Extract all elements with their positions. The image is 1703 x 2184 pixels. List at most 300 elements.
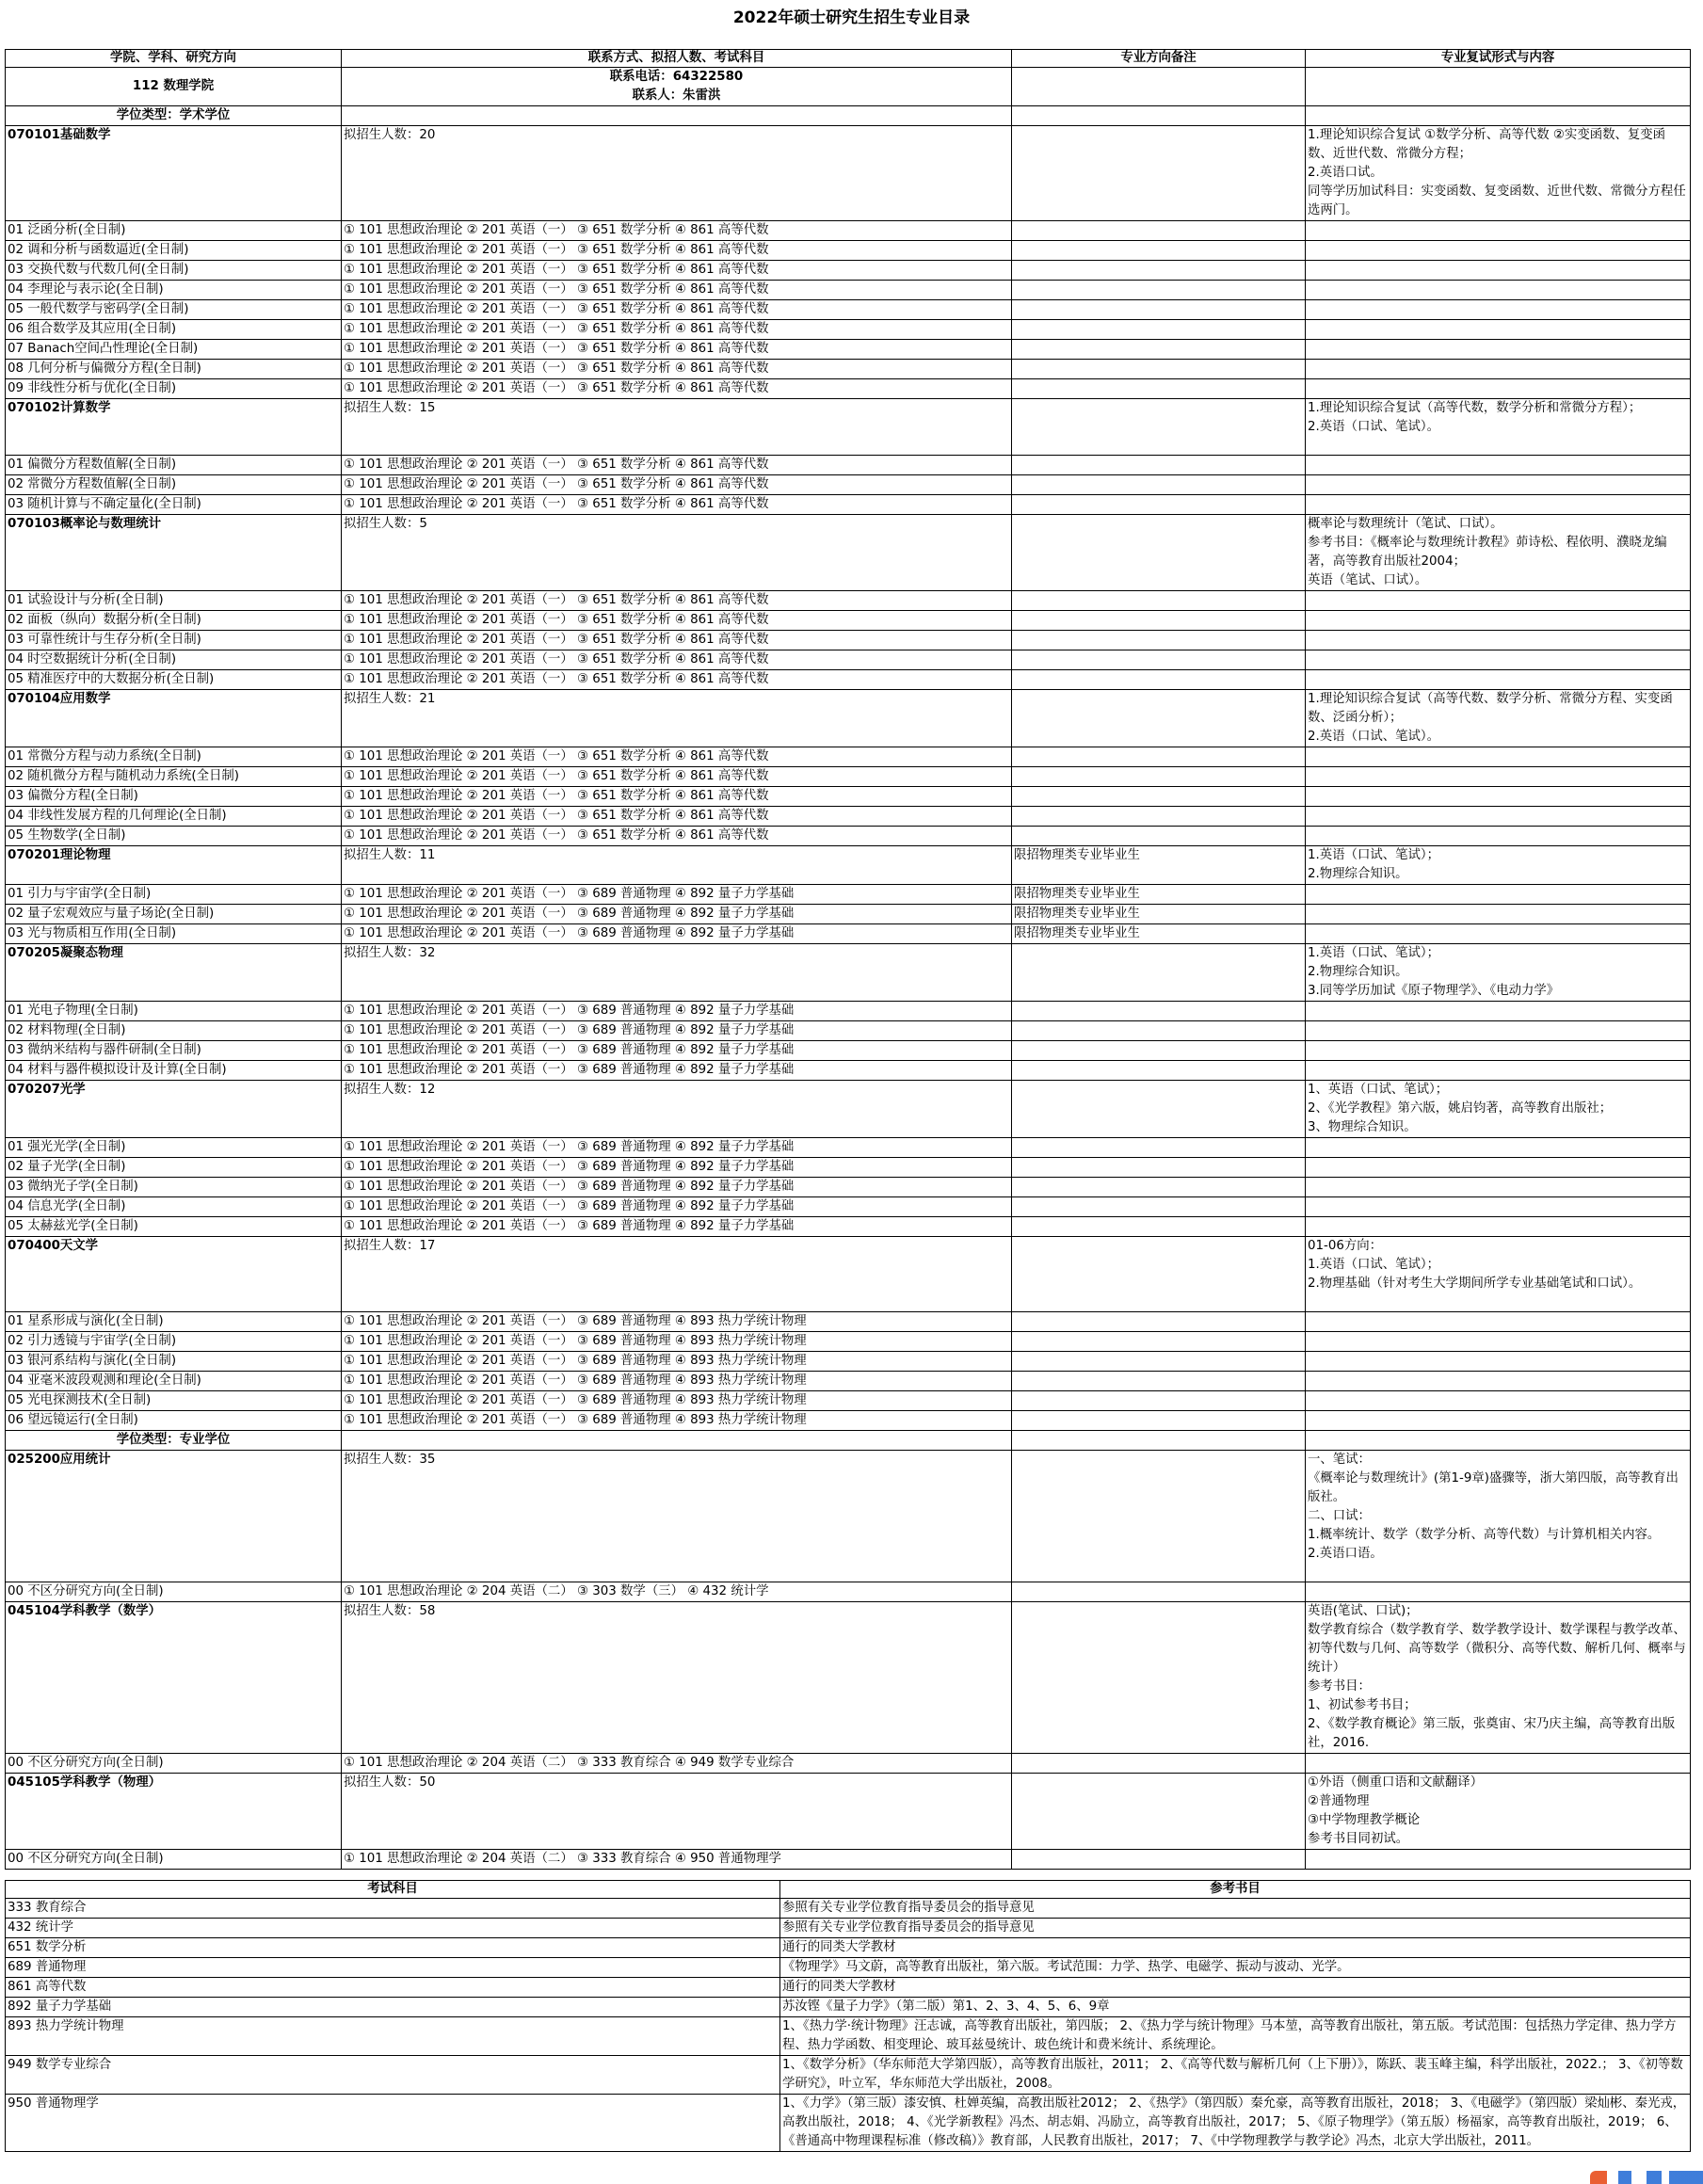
direction-row	[6, 1021, 1691, 1041]
major-name: 025200应用统计	[6, 1451, 342, 1582]
empty-cell	[1306, 221, 1691, 241]
empty-cell	[1306, 360, 1691, 379]
direction-note	[1012, 1352, 1306, 1372]
empty-cell	[1306, 340, 1691, 360]
direction-note	[1012, 1850, 1306, 1870]
retest-content	[1306, 126, 1691, 221]
empty-cell	[1306, 885, 1691, 905]
retest-line: 1.理论知识综合复试（高等代数，数学分析和常微分方程）；	[1308, 401, 1642, 415]
direction-row	[6, 475, 1691, 495]
enrollment-count: 拟招生人数：58	[342, 1602, 1012, 1754]
direction-name: 09 非线性分析与优化(全日制)	[6, 379, 342, 399]
enrollment-count: 拟招生人数：21	[342, 690, 1012, 747]
college-contact-cell	[342, 68, 1012, 106]
exam-subjects: ① 101 思想政治理论 ② 201 英语（一） ③ 651 数学分析 ④ 861 高等代数	[342, 360, 1012, 379]
empty-cell	[1306, 1217, 1691, 1237]
enrollment-count: 拟招生人数：35	[342, 1451, 1012, 1582]
exam-subjects: ① 101 思想政治理论 ② 201 英语（一） ③ 689 普通物理 ④ 892 量子力学基础	[342, 1217, 1012, 1237]
exam-subjects: ① 101 思想政治理论 ② 201 英语（一） ③ 689 普通物理 ④ 893 热力学统计物理	[342, 1391, 1012, 1411]
reference-row	[6, 1938, 1691, 1958]
retest-line: 2.物理综合知识。	[1308, 965, 1408, 979]
direction-name: 01 试验设计与分析(全日制)	[6, 591, 342, 611]
exam-subjects: ① 101 思想政治理论 ② 201 英语（一） ③ 689 普通物理 ④ 893 热力学统计物理	[342, 1332, 1012, 1352]
major-note	[1012, 1081, 1306, 1138]
direction-row	[6, 631, 1691, 650]
direction-row	[6, 1217, 1691, 1237]
direction-note	[1012, 1197, 1306, 1217]
exam-subjects: ① 101 思想政治理论 ② 201 英语（一） ③ 689 普通物理 ④ 892 量子力学基础	[342, 1197, 1012, 1217]
retest-line: 2.物理综合知识。	[1308, 867, 1408, 881]
exam-subjects: ① 101 思想政治理论 ② 201 英语（一） ③ 689 普通物理 ④ 892 量子力学基础	[342, 1002, 1012, 1021]
direction-note	[1012, 281, 1306, 300]
empty-cell	[1306, 1850, 1691, 1870]
enrollment-count: 拟招生人数：20	[342, 126, 1012, 221]
major-note	[1012, 126, 1306, 221]
direction-name: 08 几何分析与偏微分方程(全日制)	[6, 360, 342, 379]
exam-subjects: ① 101 思想政治理论 ② 201 英语（一） ③ 651 数学分析 ④ 861 高等代数	[342, 650, 1012, 670]
retest-line: 英语(笔试、口试)；	[1308, 1604, 1419, 1618]
exam-subjects: ① 101 思想政治理论 ② 201 英语（一） ③ 651 数学分析 ④ 861 高等代数	[342, 340, 1012, 360]
reference-table	[5, 1880, 1691, 2152]
reference-subject: 651 数学分析	[6, 1938, 780, 1958]
empty-cell	[1306, 1352, 1691, 1372]
empty-cell	[1306, 1002, 1691, 1021]
direction-note	[1012, 1332, 1306, 1352]
empty-cell	[1306, 68, 1691, 106]
direction-note	[1012, 1138, 1306, 1158]
reference-row	[6, 1899, 1691, 1919]
exam-subjects: ① 101 思想政治理论 ② 201 英语（一） ③ 651 数学分析 ④ 861 高等代数	[342, 827, 1012, 846]
direction-note	[1012, 360, 1306, 379]
major-name: 070400天文学	[6, 1237, 342, 1312]
empty-cell	[1306, 905, 1691, 924]
retest-line: 1.理论知识综合复试（高等代数、数学分析、常微分方程、实变函数、泛函分析）；	[1308, 692, 1673, 725]
direction-row	[6, 650, 1691, 670]
exam-subjects: ① 101 思想政治理论 ② 201 英语（一） ③ 651 数学分析 ④ 861 高等代数	[342, 670, 1012, 690]
catalog-table	[5, 49, 1691, 1870]
retest-line: 数学教育综合（数学教育学、数学教学设计、数学课程与教学改革、初等代数与几何、高等数学（微积分、高等代数、解析几何、概率与统计）	[1308, 1623, 1686, 1675]
direction-note	[1012, 300, 1306, 320]
major-name: 070201理论物理	[6, 846, 342, 885]
direction-name: 03 可靠性统计与生存分析(全日制)	[6, 631, 342, 650]
direction-name: 02 调和分析与函数逼近(全日制)	[6, 241, 342, 261]
major-row	[6, 1602, 1691, 1754]
exam-subjects: ① 101 思想政治理论 ② 201 英语（一） ③ 689 普通物理 ④ 892 量子力学基础	[342, 1021, 1012, 1041]
direction-row	[6, 340, 1691, 360]
exam-subjects: ① 101 思想政治理论 ② 201 英语（一） ③ 651 数学分析 ④ 861 高等代数	[342, 221, 1012, 241]
empty-cell	[1306, 1158, 1691, 1178]
major-note	[1012, 1451, 1306, 1582]
retest-line: 概率论与数理统计（笔试、口试）。	[1308, 517, 1503, 531]
exam-subjects: ① 101 思想政治理论 ② 201 英语（一） ③ 651 数学分析 ④ 861 高等代数	[342, 379, 1012, 399]
reference-books: 参照有关专业学位教育指导委员会的指导意见	[780, 1899, 1691, 1919]
direction-row	[6, 1138, 1691, 1158]
exam-subjects: ① 101 思想政治理论 ② 201 英语（一） ③ 689 普通物理 ④ 893 热力学统计物理	[342, 1372, 1012, 1391]
empty-cell	[1306, 670, 1691, 690]
degree-type-row	[6, 1431, 1691, 1451]
enrollment-count: 拟招生人数：50	[342, 1774, 1012, 1850]
reference-row	[6, 2056, 1691, 2095]
retest-line: 参考书目：《概率论与数理统计教程》茆诗松、程依明、濮晓龙编著，高等教育出版社2004；	[1308, 536, 1667, 569]
direction-note	[1012, 475, 1306, 495]
empty-cell	[1306, 495, 1691, 515]
direction-note	[1012, 631, 1306, 650]
direction-row	[6, 591, 1691, 611]
exam-subjects: ① 101 思想政治理论 ② 201 英语（一） ③ 651 数学分析 ④ 861 高等代数	[342, 241, 1012, 261]
retest-line: ②普通物理	[1308, 1794, 1370, 1808]
exam-subjects: ① 101 思想政治理论 ② 204 英语（二） ③ 303 数学（三） ④ 432 统计学	[342, 1582, 1012, 1602]
direction-note	[1012, 320, 1306, 340]
direction-name: 03 随机计算与不确定量化(全日制)	[6, 495, 342, 515]
exam-subjects: ① 101 思想政治理论 ② 201 英语（一） ③ 689 普通物理 ④ 892 量子力学基础	[342, 1041, 1012, 1061]
college-contact: 联系人：朱雷洪	[632, 88, 721, 103]
degree-type-row	[6, 106, 1691, 126]
direction-note	[1012, 1061, 1306, 1081]
empty-cell	[1306, 1061, 1691, 1081]
direction-row	[6, 221, 1691, 241]
enrollment-count: 拟招生人数：32	[342, 944, 1012, 1002]
exam-subjects: ① 101 思想政治理论 ② 204 英语（二） ③ 333 教育综合 ④ 949 数学专业综合	[342, 1754, 1012, 1774]
direction-note	[1012, 1021, 1306, 1041]
direction-note	[1012, 827, 1306, 846]
retest-line: ①外语（侧重口语和文献翻译）	[1308, 1775, 1484, 1790]
retest-line: 3.同等学历加试《原子物理学》、《电动力学》	[1308, 984, 1560, 998]
reference-subject: 893 热力学统计物理	[6, 2017, 780, 2056]
direction-row	[6, 300, 1691, 320]
empty-cell	[1306, 787, 1691, 807]
direction-name: 06 望远镜运行(全日制)	[6, 1411, 342, 1431]
reference-row	[6, 1958, 1691, 1978]
major-note	[1012, 1774, 1306, 1850]
reference-books: 苏汝铿《量子力学》（第二版）第1、2、3、4、5、6、9章	[780, 1998, 1691, 2017]
major-note	[1012, 1602, 1306, 1754]
major-row	[6, 399, 1691, 456]
empty-cell	[1306, 300, 1691, 320]
direction-name: 03 交换代数与代数几何(全日制)	[6, 261, 342, 281]
empty-cell	[342, 1431, 1012, 1451]
degree-type-label: 学位类型：学术学位	[6, 106, 342, 126]
direction-name: 05 精准医疗中的大数据分析(全日制)	[6, 670, 342, 690]
exam-subjects: ① 101 思想政治理论 ② 201 英语（一） ③ 651 数学分析 ④ 861 高等代数	[342, 807, 1012, 827]
retest-line: 2、《数学教育概论》第三版，张奠宙、宋乃庆主编，高等教育出版社，2016.	[1308, 1717, 1676, 1750]
direction-row	[6, 1754, 1691, 1774]
ref-header-row	[6, 1881, 1691, 1899]
retest-line: ③中学物理教学概论	[1308, 1813, 1421, 1827]
direction-note: 限招物理类专业毕业生	[1012, 905, 1306, 924]
direction-note	[1012, 1411, 1306, 1431]
retest-line: 2.英语口语。	[1308, 1547, 1383, 1561]
retest-line: 2.英语口试。	[1308, 166, 1383, 180]
direction-name: 04 非线性发展方程的几何理论(全日制)	[6, 807, 342, 827]
exam-subjects: ① 101 思想政治理论 ② 201 英语（一） ③ 651 数学分析 ④ 861 高等代数	[342, 631, 1012, 650]
empty-cell	[1306, 1138, 1691, 1158]
major-row	[6, 944, 1691, 1002]
major-name: 070104应用数学	[6, 690, 342, 747]
major-row	[6, 515, 1691, 591]
direction-name: 02 面板（纵向）数据分析(全日制)	[6, 611, 342, 631]
reference-subject: 689 普通物理	[6, 1958, 780, 1978]
direction-note	[1012, 1178, 1306, 1197]
retest-line: 参考书目：	[1308, 1679, 1371, 1694]
direction-row	[6, 495, 1691, 515]
empty-cell	[1306, 767, 1691, 787]
reference-books: 参照有关专业学位教育指导委员会的指导意见	[780, 1919, 1691, 1938]
header-cell: 专业复试形式与内容	[1306, 50, 1691, 68]
reference-books: 1、《数学分析》（华东师范大学第四版），高等教育出版社，2011； 2、《高等代数与解析几何（上下册）》，陈跃、裴玉峰主编，科学出版社，2022.； 3、《初等数学研究》，叶立军，华东师范大学出版社，2008。	[780, 2056, 1691, 2095]
direction-name: 06 组合数学及其应用(全日制)	[6, 320, 342, 340]
empty-cell	[1306, 1754, 1691, 1774]
empty-cell	[1306, 456, 1691, 475]
degree-type-label: 学位类型：专业学位	[6, 1431, 342, 1451]
exam-subjects: ① 101 思想政治理论 ② 201 英语（一） ③ 689 普通物理 ④ 892 量子力学基础	[342, 885, 1012, 905]
exam-subjects: ① 101 思想政治理论 ② 201 英语（一） ③ 689 普通物理 ④ 892 量子力学基础	[342, 1178, 1012, 1197]
exam-subjects: ① 101 思想政治理论 ② 201 英语（一） ③ 651 数学分析 ④ 861 高等代数	[342, 281, 1012, 300]
retest-line: 《概率论与数理统计》(第1-9章)盛骤等，浙大第四版，高等教育出版社。	[1308, 1471, 1679, 1504]
empty-cell	[1306, 924, 1691, 944]
retest-line: 1、英语（口试、笔试）；	[1308, 1083, 1449, 1097]
direction-row	[6, 1850, 1691, 1870]
direction-row	[6, 1002, 1691, 1021]
direction-row	[6, 1352, 1691, 1372]
direction-name: 04 时空数据统计分析(全日制)	[6, 650, 342, 670]
direction-name: 02 常微分方程数值解(全日制)	[6, 475, 342, 495]
exam-subjects: ① 101 思想政治理论 ② 201 英语（一） ③ 651 数学分析 ④ 861 高等代数	[342, 767, 1012, 787]
retest-content	[1306, 944, 1691, 1002]
direction-note: 限招物理类专业毕业生	[1012, 924, 1306, 944]
direction-row	[6, 787, 1691, 807]
exam-subjects: ① 101 思想政治理论 ② 201 英语（一） ③ 689 普通物理 ④ 892 量子力学基础	[342, 905, 1012, 924]
direction-name: 02 量子宏观效应与量子场论(全日制)	[6, 905, 342, 924]
exam-subjects: ① 101 思想政治理论 ② 201 英语（一） ③ 651 数学分析 ④ 861 高等代数	[342, 320, 1012, 340]
direction-note	[1012, 1754, 1306, 1774]
empty-cell	[1306, 650, 1691, 670]
direction-name: 02 量子光学(全日制)	[6, 1158, 342, 1178]
exam-subjects: ① 101 思想政治理论 ② 201 英语（一） ③ 651 数学分析 ④ 861 高等代数	[342, 495, 1012, 515]
direction-name: 02 引力透镜与宇宙学(全日制)	[6, 1332, 342, 1352]
watermark-logo-icon	[1590, 2171, 1703, 2184]
major-note	[1012, 399, 1306, 456]
direction-row	[6, 670, 1691, 690]
exam-subjects: ① 101 思想政治理论 ② 201 英语（一） ③ 689 普通物理 ④ 892 量子力学基础	[342, 924, 1012, 944]
major-name: 070205凝聚态物理	[6, 944, 342, 1002]
direction-row	[6, 767, 1691, 787]
retest-content	[1306, 1451, 1691, 1582]
direction-row	[6, 261, 1691, 281]
empty-cell	[1306, 1197, 1691, 1217]
direction-row	[6, 1332, 1691, 1352]
direction-note	[1012, 1041, 1306, 1061]
page-title: 2022年硕士研究生招生专业目录	[732, 8, 971, 27]
major-row	[6, 690, 1691, 747]
reference-row	[6, 1978, 1691, 1998]
retest-line: 01-06方向：	[1308, 1239, 1383, 1253]
direction-name: 02 材料物理(全日制)	[6, 1021, 342, 1041]
direction-row	[6, 924, 1691, 944]
direction-note	[1012, 1158, 1306, 1178]
direction-name: 01 星系形成与演化(全日制)	[6, 1312, 342, 1332]
header-cell: 专业方向备注	[1012, 50, 1306, 68]
direction-row	[6, 1158, 1691, 1178]
empty-cell	[1306, 1431, 1691, 1451]
empty-cell	[1306, 241, 1691, 261]
reference-row	[6, 1998, 1691, 2017]
direction-note	[1012, 787, 1306, 807]
direction-name: 04 亚毫米波段观测和理论(全日制)	[6, 1372, 342, 1391]
direction-row	[6, 379, 1691, 399]
exam-subjects: ① 101 思想政治理论 ② 201 英语（一） ③ 651 数学分析 ④ 861 高等代数	[342, 787, 1012, 807]
major-row	[6, 846, 1691, 885]
major-note	[1012, 1237, 1306, 1312]
empty-cell	[1306, 611, 1691, 631]
retest-content	[1306, 515, 1691, 591]
direction-name: 03 微纳光子学(全日制)	[6, 1178, 342, 1197]
enrollment-count: 拟招生人数：17	[342, 1237, 1012, 1312]
direction-row	[6, 1041, 1691, 1061]
major-row	[6, 1081, 1691, 1138]
direction-name: 03 微纳米结构与器件研制(全日制)	[6, 1041, 342, 1061]
major-row	[6, 126, 1691, 221]
empty-cell	[1306, 1372, 1691, 1391]
direction-row	[6, 827, 1691, 846]
ref-header-cell: 参考书目	[780, 1881, 1691, 1899]
retest-line: 1.理论知识综合复试 ①数学分析、高等代数 ②实变函数、复变函数、近世代数、常微分方程；	[1308, 128, 1666, 161]
college-row	[6, 68, 1691, 106]
direction-row	[6, 281, 1691, 300]
reference-subject: 950 普通物理学	[6, 2095, 780, 2152]
retest-line: 1.英语（口试、笔试）；	[1308, 946, 1439, 960]
empty-cell	[1306, 747, 1691, 767]
retest-line: 二、口试：	[1308, 1509, 1371, 1523]
direction-row	[6, 1372, 1691, 1391]
retest-content	[1306, 399, 1691, 456]
exam-subjects: ① 101 思想政治理论 ② 201 英语（一） ③ 689 普通物理 ④ 892 量子力学基础	[342, 1138, 1012, 1158]
empty-cell	[1012, 68, 1306, 106]
exam-subjects: ① 101 思想政治理论 ② 201 英语（一） ③ 689 普通物理 ④ 892 量子力学基础	[342, 1158, 1012, 1178]
retest-content	[1306, 1602, 1691, 1754]
enrollment-count: 拟招生人数：11	[342, 846, 1012, 885]
major-note: 限招物理类专业毕业生	[1012, 846, 1306, 885]
direction-name: 01 光电子物理(全日制)	[6, 1002, 342, 1021]
retest-content	[1306, 1774, 1691, 1850]
reference-row	[6, 2095, 1691, 2152]
retest-line: 1.概率统计、数学（数学分析、高等代数）与计算机相关内容。	[1308, 1528, 1661, 1542]
ref-header-cell: 考试科目	[6, 1881, 780, 1899]
empty-cell	[1306, 475, 1691, 495]
direction-name: 04 材料与器件模拟设计及计算(全日制)	[6, 1061, 342, 1081]
major-note	[1012, 944, 1306, 1002]
empty-cell	[1306, 591, 1691, 611]
direction-row	[6, 885, 1691, 905]
retest-line: 1、初试参考书目；	[1308, 1698, 1417, 1712]
header-cell: 联系方式、拟招人数、考试科目	[342, 50, 1012, 68]
major-row	[6, 1237, 1691, 1312]
retest-content	[1306, 846, 1691, 885]
direction-name: 00 不区分研究方向(全日制)	[6, 1582, 342, 1602]
direction-note	[1012, 379, 1306, 399]
direction-note	[1012, 747, 1306, 767]
direction-row	[6, 241, 1691, 261]
direction-row	[6, 1411, 1691, 1431]
direction-row	[6, 1582, 1691, 1602]
direction-name: 01 泛函分析(全日制)	[6, 221, 342, 241]
reference-row	[6, 2017, 1691, 2056]
direction-note	[1012, 1312, 1306, 1332]
empty-cell	[1306, 1312, 1691, 1332]
direction-note	[1012, 340, 1306, 360]
direction-row	[6, 807, 1691, 827]
direction-note	[1012, 1372, 1306, 1391]
direction-name: 03 银河系结构与演化(全日制)	[6, 1352, 342, 1372]
reference-books: 《物理学》马文蔚，高等教育出版社，第六版。考试范围：力学、热学、电磁学、振动与波动、光学。	[780, 1958, 1691, 1978]
empty-cell	[1012, 106, 1306, 126]
retest-content	[1306, 1237, 1691, 1312]
retest-content	[1306, 1081, 1691, 1138]
direction-name: 04 李理论与表示论(全日制)	[6, 281, 342, 300]
direction-note	[1012, 241, 1306, 261]
direction-note	[1012, 650, 1306, 670]
retest-line: 3、物理综合知识。	[1308, 1120, 1417, 1134]
direction-name: 04 信息光学(全日制)	[6, 1197, 342, 1217]
retest-line: 2.英语（口试、笔试）。	[1308, 730, 1439, 744]
major-note	[1012, 690, 1306, 747]
direction-name: 01 偏微分方程数值解(全日制)	[6, 456, 342, 475]
empty-cell	[1306, 631, 1691, 650]
empty-cell	[1306, 281, 1691, 300]
direction-row	[6, 905, 1691, 924]
empty-cell	[1306, 1391, 1691, 1411]
exam-subjects: ① 101 思想政治理论 ② 201 英语（一） ③ 651 数学分析 ④ 861 高等代数	[342, 611, 1012, 631]
direction-note	[1012, 807, 1306, 827]
direction-row	[6, 1061, 1691, 1081]
retest-line: 2、《光学教程》第六版，姚启钧著，高等教育出版社；	[1308, 1101, 1613, 1116]
direction-name: 03 光与物质相互作用(全日制)	[6, 924, 342, 944]
reference-books: 1、《热力学·统计物理》汪志诚，高等教育出版社，第四版； 2、《热力学与统计物理》马本堃，高等教育出版社，第五版。考试范围：包括热力学定律、热力学方程、热力学函数、相变理论、玻耳兹曼统计、玻色统计和费米统计、系统理论。	[780, 2017, 1691, 2056]
exam-subjects: ① 101 思想政治理论 ② 201 英语（一） ③ 651 数学分析 ④ 861 高等代数	[342, 747, 1012, 767]
direction-note	[1012, 1002, 1306, 1021]
direction-row	[6, 611, 1691, 631]
direction-row	[6, 1312, 1691, 1332]
direction-note	[1012, 456, 1306, 475]
major-row	[6, 1451, 1691, 1582]
empty-cell	[1306, 106, 1691, 126]
header-row	[6, 50, 1691, 68]
exam-subjects: ① 101 思想政治理论 ② 201 英语（一） ③ 651 数学分析 ④ 861 高等代数	[342, 475, 1012, 495]
retest-line: 英语（笔试、口试）。	[1308, 573, 1428, 587]
major-name: 045105学科教学（物理）	[6, 1774, 342, 1850]
empty-cell	[342, 106, 1012, 126]
reference-subject: 892 量子力学基础	[6, 1998, 780, 2017]
reference-subject: 861 高等代数	[6, 1978, 780, 1998]
direction-row	[6, 320, 1691, 340]
reference-books: 1、《力学》（第三版）漆安慎、杜婵英编，高教出版社2012； 2、《热学》（第四版）秦允豪，高等教育出版社，2018； 3、《电磁学》（第四版）梁灿彬、秦光戎，高教出版社，2018； 4、《光学新教程》冯杰、胡志娟、冯励立，高等教育出版社，2017； 5、《原子物理学》（第五版）杨福家，高等教育出版社，2019； 6、《普通高中物理课程标准（修改稿）》教育部，人民教育出版社，2017； 7、《中学物理教学与教学论》冯杰，北京大学出版社，2011。	[780, 2095, 1691, 2152]
direction-note	[1012, 767, 1306, 787]
direction-row	[6, 360, 1691, 379]
major-name: 070101基础数学	[6, 126, 342, 221]
empty-cell	[1306, 379, 1691, 399]
direction-name: 05 太赫兹光学(全日制)	[6, 1217, 342, 1237]
empty-cell	[1306, 1582, 1691, 1602]
empty-cell	[1012, 1431, 1306, 1451]
empty-cell	[1306, 1332, 1691, 1352]
direction-name: 02 随机微分方程与随机动力系统(全日制)	[6, 767, 342, 787]
enrollment-count: 拟招生人数：15	[342, 399, 1012, 456]
empty-cell	[1306, 807, 1691, 827]
exam-subjects: ① 101 思想政治理论 ② 201 英语（一） ③ 651 数学分析 ④ 861 高等代数	[342, 300, 1012, 320]
direction-note	[1012, 221, 1306, 241]
reference-subject: 432 统计学	[6, 1919, 780, 1938]
retest-content	[1306, 690, 1691, 747]
direction-name: 01 常微分方程与动力系统(全日制)	[6, 747, 342, 767]
